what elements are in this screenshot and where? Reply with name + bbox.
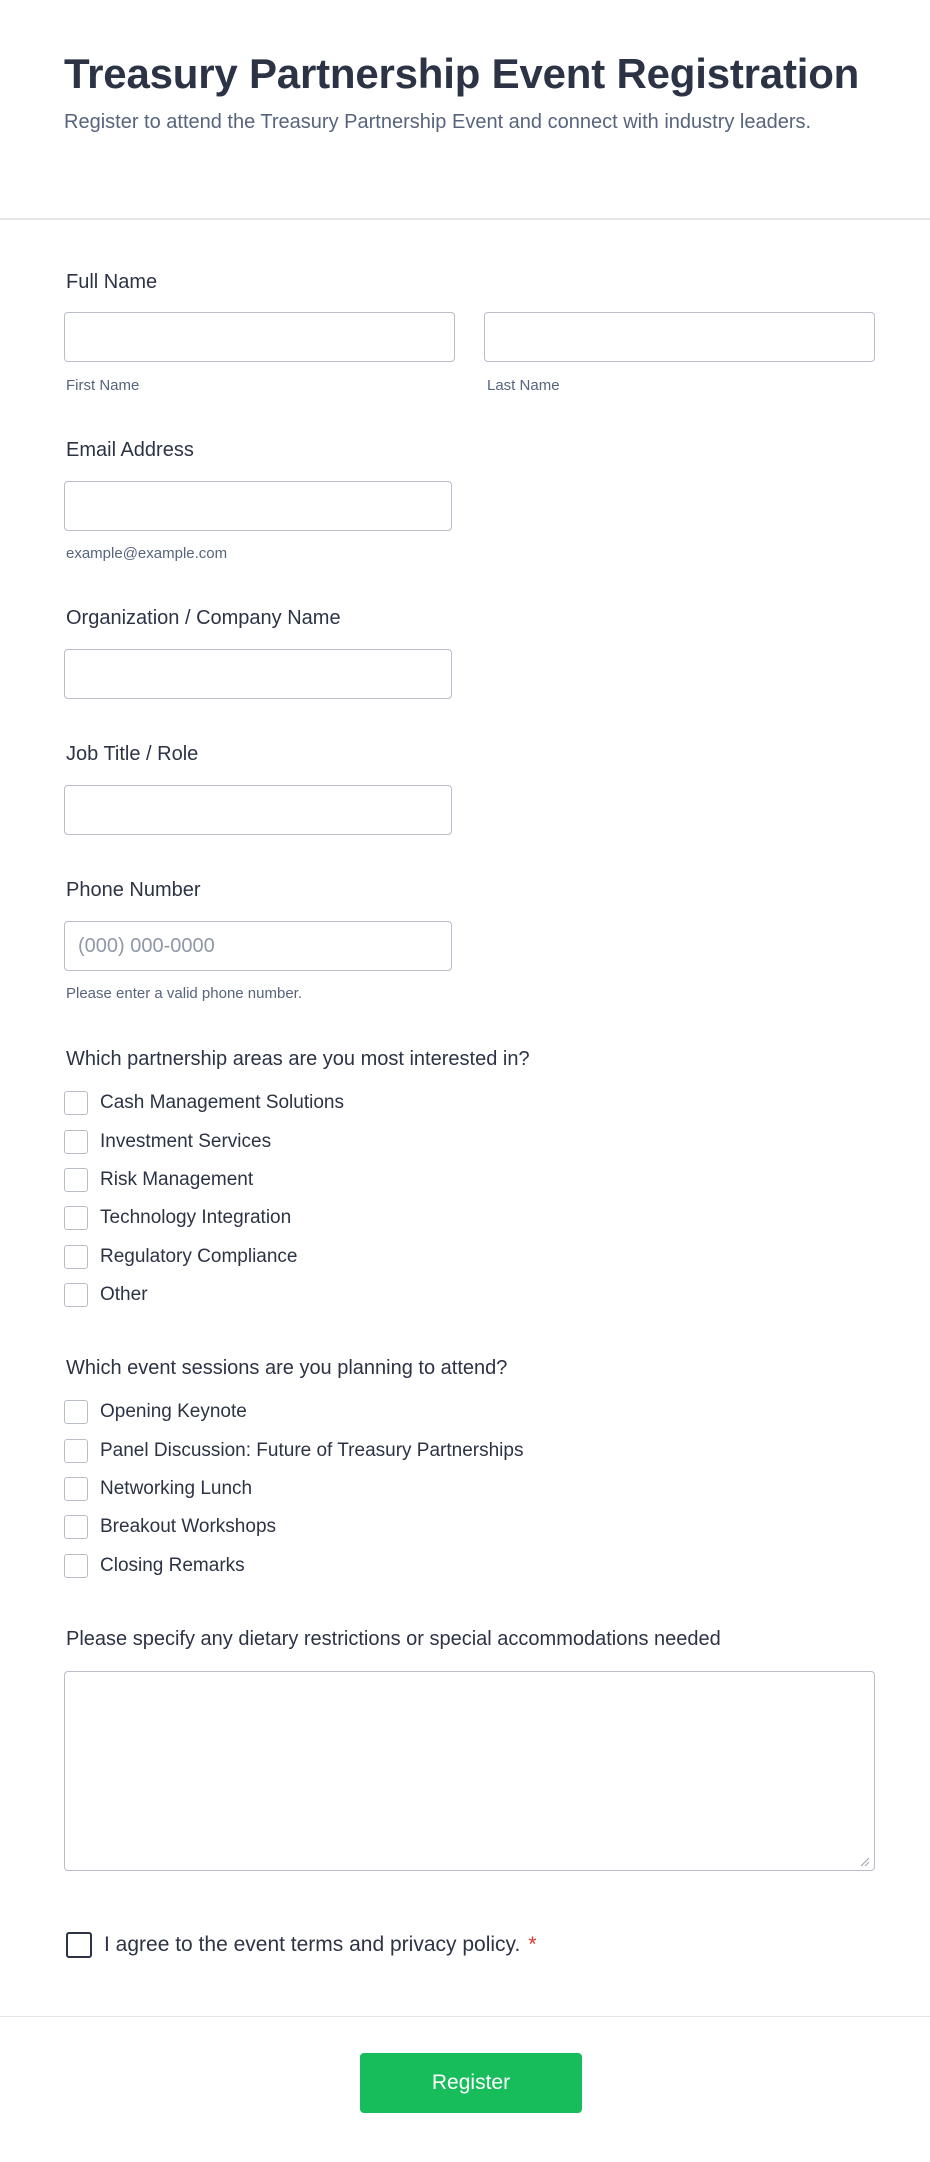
partnership-areas-question: Which partnership areas are you most interested in?	[66, 1048, 530, 1070]
checkbox[interactable]	[64, 1515, 88, 1539]
option-label: Networking Lunch	[100, 1478, 253, 1499]
checkbox[interactable]	[64, 1439, 88, 1463]
option-label: Technology Integration	[100, 1207, 292, 1228]
register-button[interactable]: Register	[360, 2053, 582, 2113]
phone-sublabel: Please enter a valid phone number.	[66, 985, 302, 1002]
partnership-option-other[interactable]	[64, 1282, 148, 1308]
first-name-sublabel: First Name	[66, 377, 140, 394]
checkbox[interactable]	[64, 1206, 88, 1230]
job-title-label: Job Title / Role	[66, 743, 199, 765]
checkbox[interactable]	[64, 1130, 88, 1154]
footer-divider	[0, 2016, 930, 2017]
option-label: Other	[100, 1284, 148, 1305]
option-label: Risk Management	[100, 1169, 254, 1190]
option-label: Closing Remarks	[100, 1555, 245, 1576]
phone-label: Phone Number	[66, 879, 201, 901]
form-subtitle: Register to attend the Treasury Partnership Event and connect with industry leaders.	[64, 111, 812, 133]
checkbox[interactable]	[64, 1477, 88, 1501]
session-option-breakout-workshops[interactable]	[64, 1514, 276, 1540]
partnership-option-risk-management[interactable]	[64, 1167, 253, 1193]
checkbox[interactable]	[64, 1168, 88, 1192]
agreement-label: I agree to the event terms and privacy policy.	[104, 1933, 521, 1956]
checkbox[interactable]	[64, 1283, 88, 1307]
last-name-input[interactable]	[484, 312, 875, 362]
required-marker: *	[528, 1933, 537, 1956]
organization-label: Organization / Company Name	[66, 607, 341, 629]
last-name-sublabel: Last Name	[487, 377, 560, 394]
sessions-question: Which event sessions are you planning to attend?	[66, 1357, 508, 1379]
first-name-input[interactable]	[64, 312, 455, 362]
option-label: Panel Discussion: Future of Treasury Partnerships	[100, 1440, 524, 1461]
agreement-checkbox-row[interactable]	[66, 1931, 537, 1959]
partnership-option-technology-integration[interactable]	[64, 1205, 291, 1231]
form-title: Treasury Partnership Event Registration	[64, 50, 860, 97]
checkbox[interactable]	[64, 1091, 88, 1115]
partnership-option-regulatory-compliance[interactable]	[64, 1244, 298, 1270]
email-label: Email Address	[66, 439, 194, 461]
session-option-panel-discussion[interactable]	[64, 1438, 523, 1464]
dietary-label: Please specify any dietary restrictions or special accommodations needed	[66, 1628, 721, 1650]
option-label: Regulatory Compliance	[100, 1246, 298, 1267]
session-option-closing-remarks[interactable]	[64, 1553, 245, 1579]
email-sublabel: example@example.com	[66, 545, 228, 562]
resize-grip-icon[interactable]	[858, 1855, 870, 1867]
option-label: Investment Services	[100, 1131, 272, 1152]
email-input[interactable]	[64, 481, 452, 531]
option-label: Breakout Workshops	[100, 1516, 277, 1537]
partnership-option-investment-services[interactable]	[64, 1129, 271, 1155]
option-label: Opening Keynote	[100, 1401, 247, 1422]
dietary-textarea[interactable]	[64, 1671, 875, 1871]
checkbox[interactable]	[64, 1245, 88, 1269]
organization-input[interactable]	[64, 649, 452, 699]
phone-input[interactable]	[64, 921, 452, 971]
checkbox[interactable]	[64, 1400, 88, 1424]
form-header	[0, 0, 930, 220]
option-label: Cash Management Solutions	[100, 1092, 344, 1113]
session-option-networking-lunch[interactable]	[64, 1476, 252, 1502]
agreement-checkbox[interactable]	[66, 1932, 92, 1958]
full-name-label: Full Name	[66, 271, 158, 293]
partnership-option-cash-management[interactable]	[64, 1090, 344, 1116]
checkbox[interactable]	[64, 1554, 88, 1578]
job-title-input[interactable]	[64, 785, 452, 835]
session-option-opening-keynote[interactable]	[64, 1399, 247, 1425]
